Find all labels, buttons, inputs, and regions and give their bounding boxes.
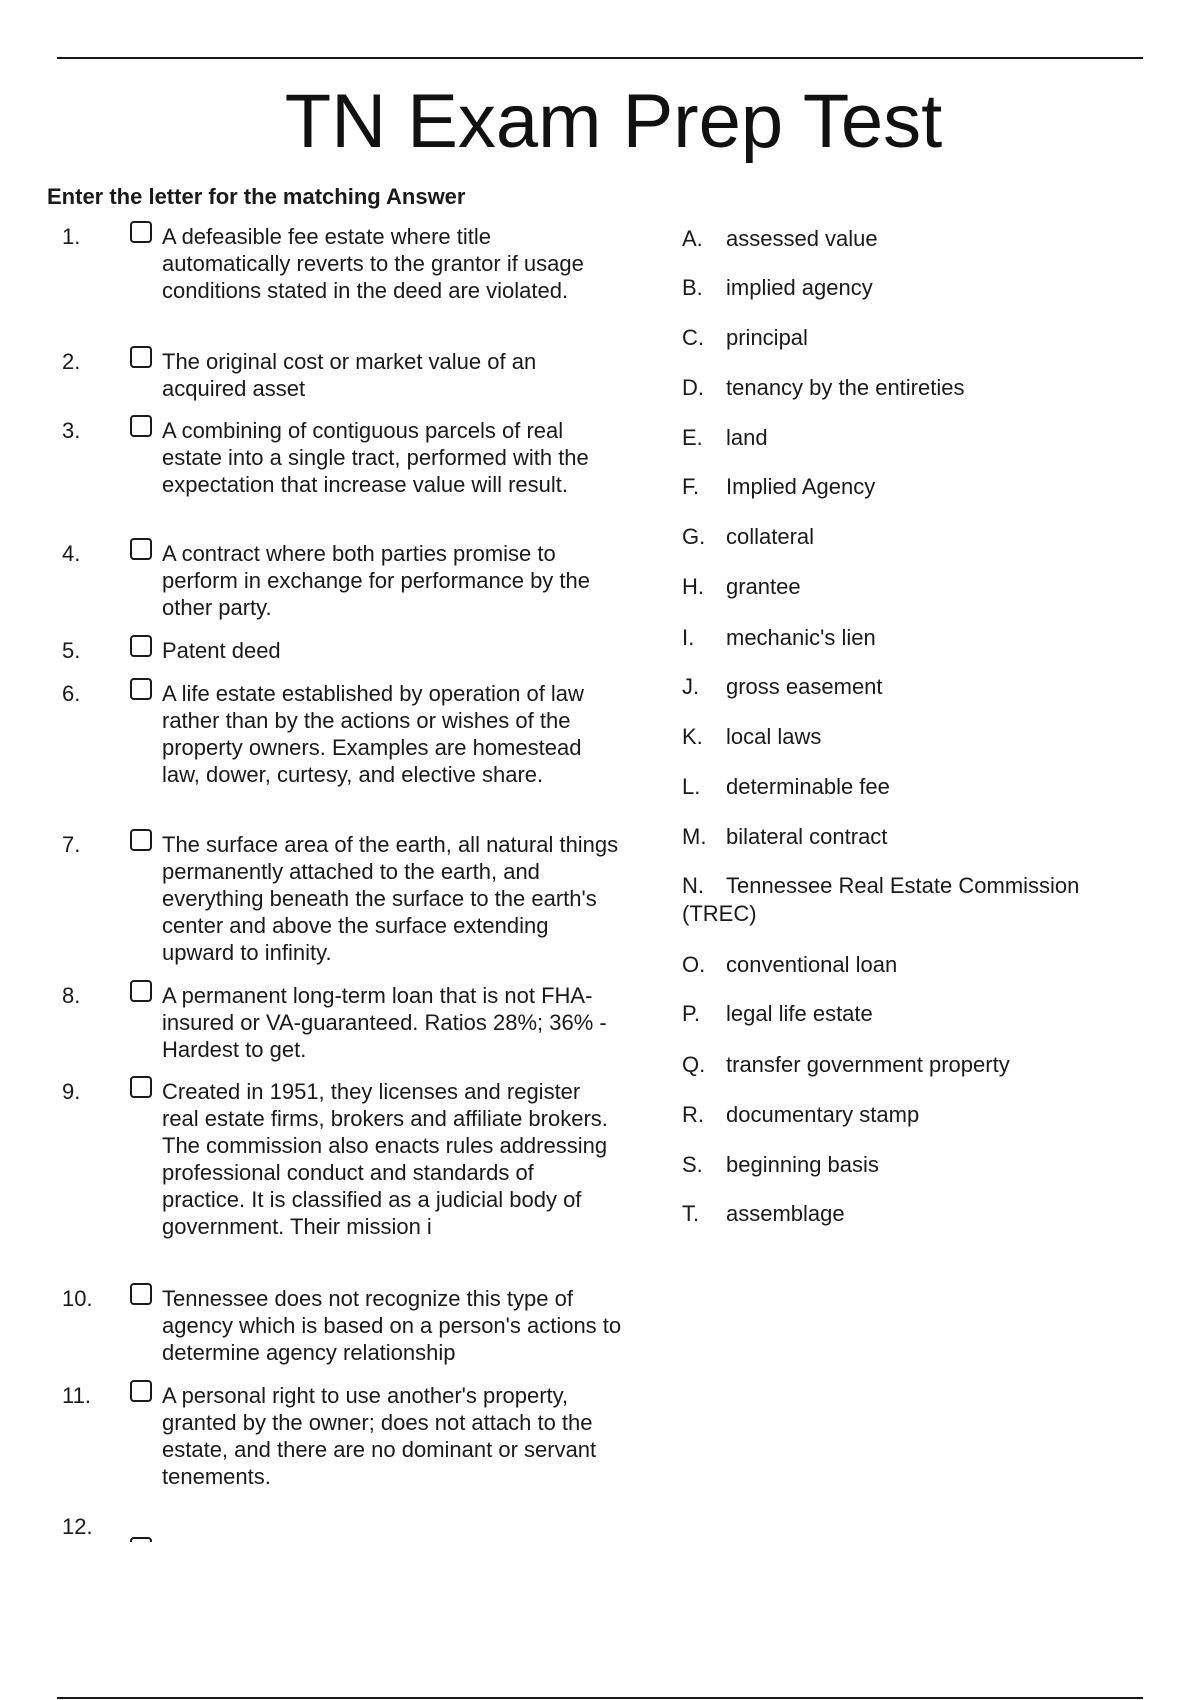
question-number: 12.	[62, 1514, 93, 1539]
answer-text: land	[726, 425, 768, 450]
question-text: A contract where both parties promise to perform in exchange for performance by the other party.	[162, 541, 591, 620]
page-title: TN Exam Prep Test	[284, 79, 943, 164]
question-number: 10.	[62, 1286, 93, 1311]
question-text: Created in 1951, they licenses and register real estate firms, brokers and affiliate brokers. The commission also enacts rules addressing professional conduct and standards of practice. It is classified as a judicial body of government. Their mission i	[162, 1079, 608, 1239]
question-number: 3.	[62, 418, 81, 443]
answer-text: principal	[726, 325, 808, 350]
answer-letter: K.	[682, 724, 703, 749]
answer-option-r	[682, 1101, 1152, 1129]
question-text: A personal right to use another's property, granted by the owner; does not attach to the estate, and there are no dominant or servant tenements.	[162, 1383, 597, 1489]
answer-text: legal life estate	[726, 1001, 873, 1026]
answer-text: beginning basis	[726, 1152, 879, 1177]
answer-checkbox-7[interactable]	[130, 829, 152, 851]
answer-letter: E.	[682, 425, 703, 450]
answer-letter: I.	[682, 625, 695, 650]
answer-letter: Q.	[682, 1052, 706, 1077]
answer-option-i	[682, 624, 1152, 652]
answer-letter: G.	[682, 524, 706, 549]
answer-letter: F.	[682, 474, 700, 499]
answer-checkbox-8[interactable]	[130, 980, 152, 1002]
answer-option-a	[682, 225, 1152, 253]
answer-letter: M.	[682, 824, 707, 849]
question-text: A permanent long-term loan that is not FHA-insured or VA-guaranteed. Ratios 28%; 36% - Hardest to get.	[162, 983, 607, 1062]
answer-letter: N.	[682, 873, 704, 898]
answer-option-o	[682, 951, 1152, 979]
answer-checkbox-3[interactable]	[130, 415, 152, 437]
answer-letter: R.	[682, 1102, 704, 1127]
answer-checkbox-1[interactable]	[130, 221, 152, 243]
answer-checkbox-12[interactable]	[130, 1537, 152, 1542]
question-text: A defeasible fee estate where title automatically reverts to the grantor if usage conditions stated in the deed are violated.	[162, 224, 584, 303]
question-text: A combining of contiguous parcels of real estate into a single tract, performed with the expectation that increase value will result.	[162, 418, 589, 497]
answer-letter: P.	[682, 1001, 700, 1026]
answer-text: Tennessee Real Estate Commission (TREC)	[682, 873, 1080, 926]
answer-letter: A.	[682, 226, 703, 251]
answer-letter: J.	[682, 674, 700, 699]
question-number: 2.	[62, 349, 81, 374]
answer-checkbox-11[interactable]	[130, 1380, 152, 1402]
question-number: 9.	[62, 1079, 81, 1104]
answer-option-l	[682, 773, 1152, 801]
answer-checkbox-4[interactable]	[130, 538, 152, 560]
answer-text: determinable fee	[726, 774, 890, 799]
answer-checkbox-5[interactable]	[130, 635, 152, 657]
question-text: The surface area of the earth, all natural things permanently attached to the earth, and everything beneath the surface to the earth's center and above the surface extending upward to infinity.	[162, 832, 619, 965]
answer-letter: S.	[682, 1152, 703, 1177]
answer-text: assessed value	[726, 226, 878, 251]
question-number: 4.	[62, 541, 81, 566]
answer-checkbox-2[interactable]	[130, 346, 152, 368]
question-text: A life estate established by operation of law rather than by the actions or wishes of the property owners. Examples are homestead law, dower, curtesy, and elective share.	[162, 681, 584, 787]
bottom-rule	[57, 1697, 1143, 1699]
question-number: 8.	[62, 983, 81, 1008]
question-number: 7.	[62, 832, 81, 857]
answer-option-n	[682, 872, 1122, 928]
answer-text: assemblage	[726, 1201, 845, 1226]
answer-option-t	[682, 1200, 1152, 1228]
answer-letter: T.	[682, 1201, 700, 1226]
answer-option-c	[682, 324, 1152, 352]
question-number: 1.	[62, 224, 81, 249]
answer-text: bilateral contract	[726, 824, 888, 849]
answer-option-p	[682, 1000, 1152, 1028]
instructions: Enter the letter for the matching Answer	[47, 184, 466, 209]
answer-letter: D.	[682, 375, 704, 400]
answer-text: Implied Agency	[726, 474, 876, 499]
answer-letter: C.	[682, 325, 704, 350]
answer-option-g	[682, 523, 1152, 551]
answer-text: grantee	[726, 574, 801, 599]
answer-option-k	[682, 723, 1152, 751]
answer-option-h	[682, 573, 1152, 601]
answer-option-m	[682, 823, 1152, 851]
answer-checkbox-10[interactable]	[130, 1283, 152, 1305]
answer-checkbox-6[interactable]	[130, 678, 152, 700]
answer-text: transfer government property	[726, 1052, 1010, 1077]
question-text: The original cost or market value of an acquired asset	[162, 349, 537, 401]
answer-option-f	[682, 473, 1152, 501]
answer-letter: L.	[682, 774, 701, 799]
answer-text: mechanic's lien	[726, 625, 876, 650]
answer-letter: B.	[682, 275, 703, 300]
answer-text: tenancy by the entireties	[726, 375, 965, 400]
answer-option-q	[682, 1051, 1152, 1079]
answer-checkbox-9[interactable]	[130, 1076, 152, 1098]
question-text: Tennessee does not recognize this type of agency which is based on a person's actions to determine agency relationship	[162, 1286, 622, 1365]
answer-text: collateral	[726, 524, 815, 549]
question-text: Patent deed	[162, 638, 281, 663]
answer-option-j	[682, 673, 1152, 701]
answer-option-e	[682, 424, 1152, 452]
question-number: 11.	[62, 1383, 91, 1408]
answer-text: implied agency	[726, 275, 873, 300]
question-number: 6.	[62, 681, 81, 706]
question-number: 5.	[62, 638, 81, 663]
answer-option-d	[682, 374, 1152, 402]
answer-text: conventional loan	[726, 952, 898, 977]
answer-letter: H.	[682, 574, 704, 599]
answer-option-b	[682, 274, 1152, 302]
answer-letter: O.	[682, 952, 706, 977]
answer-text: local laws	[726, 724, 822, 749]
answer-text: documentary stamp	[726, 1102, 920, 1127]
answer-option-s	[682, 1151, 1152, 1179]
answer-text: gross easement	[726, 674, 883, 699]
